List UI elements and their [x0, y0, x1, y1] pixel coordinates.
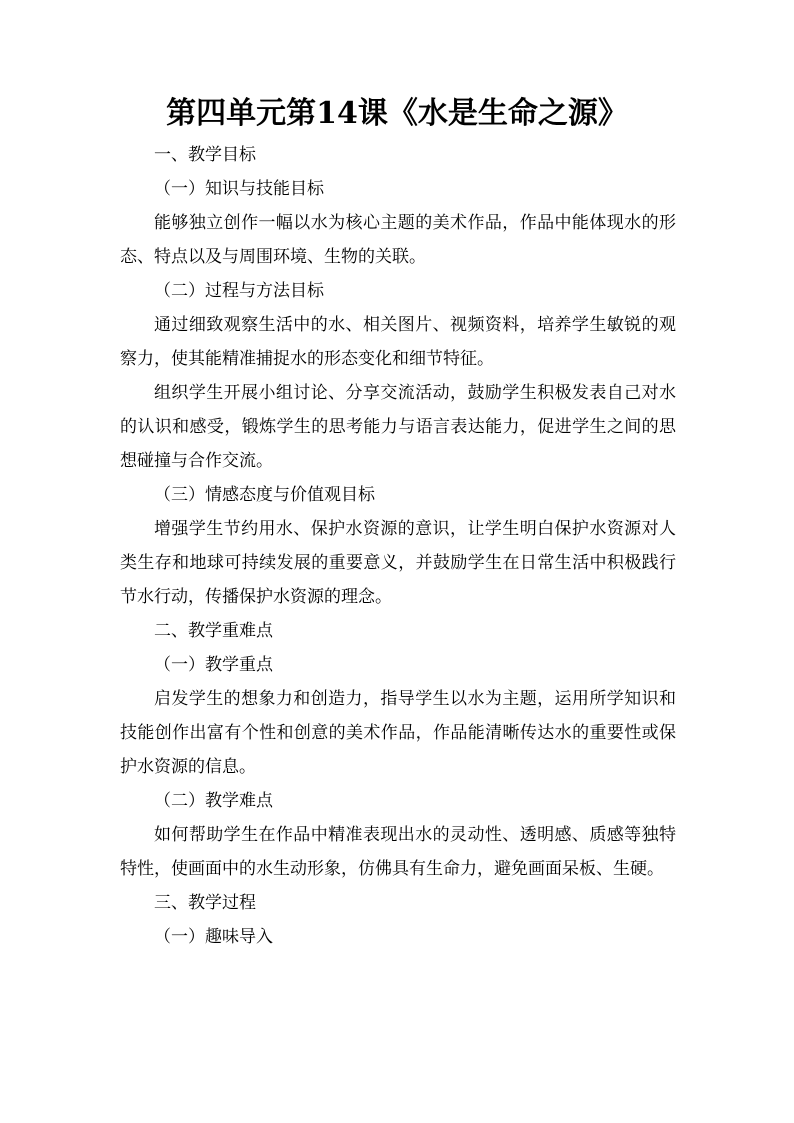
document-body	[120, 138, 676, 954]
section-heading: 一、教学目标	[154, 145, 256, 165]
subsection-heading: （二）过程与方法目标	[154, 281, 324, 301]
paragraph: 启发学生的想象力和创造力，指导学生以水为主题，运用所学知识和技能创作出富有个性和创意的美术作品，作品能清晰传达水的重要性或保护水资源的信息。	[120, 689, 676, 777]
subsection-heading: （一）教学重点	[154, 655, 273, 675]
subsection-heading: （二）教学难点	[154, 791, 273, 811]
section-heading: 二、教学重难点	[154, 621, 273, 641]
subsection-heading: （一）知识与技能目标	[154, 179, 324, 199]
section-heading: 三、教学过程	[154, 893, 256, 913]
document-title: 第四单元第14课《水是生命之源》	[166, 96, 628, 131]
paragraph: 如何帮助学生在作品中精准表现出水的灵动性、透明感、质感等独特特性，使画面中的水生动形象，仿佛具有生命力，避免画面呆板、生硬。	[120, 825, 676, 879]
paragraph: 通过细致观察生活中的水、相关图片、视频资料，培养学生敏锐的观察力，使其能精准捕捉水的形态变化和细节特征。	[120, 315, 676, 369]
subsection-heading: （三）情感态度与价值观目标	[154, 485, 375, 505]
subsection-heading: （一）趣味导入	[154, 927, 273, 947]
paragraph: 组织学生开展小组讨论、分享交流活动，鼓励学生积极发表自己对水的认识和感受，锻炼学生的思考能力与语言表达能力，促进学生之间的思想碰撞与合作交流。	[120, 383, 676, 471]
paragraph: 增强学生节约用水、保护水资源的意识，让学生明白保护水资源对人类生存和地球可持续发展的重要意义，并鼓励学生在日常生活中积极践行节水行动，传播保护水资源的理念。	[120, 519, 676, 607]
paragraph: 能够独立创作一幅以水为核心主题的美术作品，作品中能体现水的形态、特点以及与周围环境、生物的关联。	[120, 213, 676, 267]
